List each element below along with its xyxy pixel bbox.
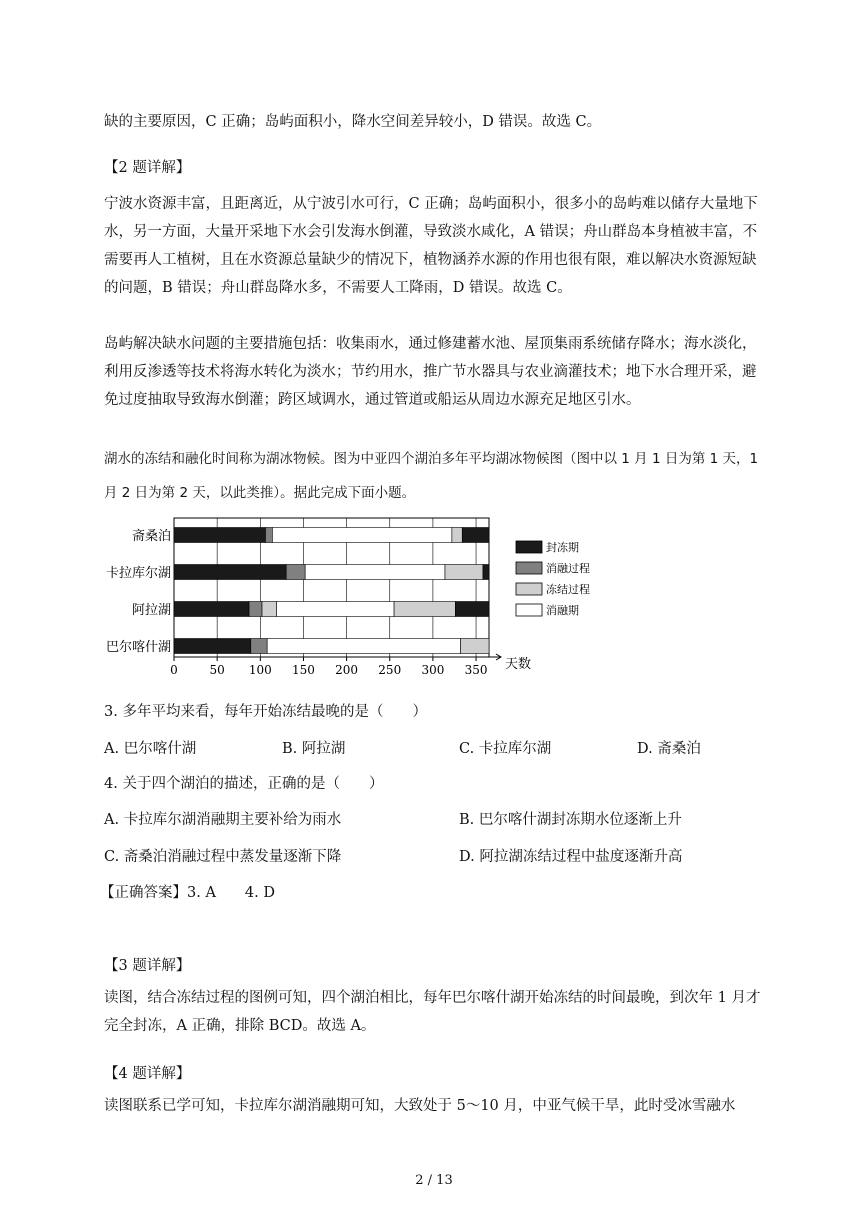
option-4b: B. 巴尔喀什湖封冻期水位逐渐上升	[459, 812, 682, 828]
correct-answer: 【正确答案】3. A 4. D	[100, 885, 275, 901]
bar-segment	[305, 565, 445, 580]
option-3b: B. 阿拉湖	[282, 741, 346, 757]
legend-swatch	[516, 583, 542, 595]
bar-segment	[174, 528, 265, 543]
bar-segment	[483, 565, 489, 580]
paragraph: 岛屿解决缺水问题的主要措施包括：收集雨水，通过修建蓄水池、屋顶集雨系统储存降水；海水淡化，利用反渗透等技术将海水转化为淡水；节约用水，推广节水器具与农业滴灌技术；地下水合理开采，避免过度抽取导致海水倒灌；跨区域调水，通过管道或船运从周边水源充足地区引水。	[104, 336, 757, 408]
bar-segment	[267, 639, 460, 654]
x-axis-label: 天数	[505, 657, 532, 672]
x-tick-label: 300	[421, 663, 445, 677]
paragraph: 宁波水资源丰富，且距离近，从宁波引水可行，C 正确；岛屿面积小，很多小的岛屿难以储存大量地下水，另一方面，大量开采地下水会引发海水倒灌，导致淡水咸化，A 错误；舟山群岛本身植被丰富，不需要再人工植树，且在水资源总量缺少的情况下，植物涵养水源的作用也很有限，难以解决水资源短缺的问题，B 错误；舟山群岛降水多，不需要人工降雨，D 错误。故选 C。	[104, 196, 758, 296]
legend-swatch	[516, 562, 542, 574]
bar-segment	[174, 565, 286, 580]
legend-label: 消融期	[546, 604, 579, 617]
paragraph-line: 缺的主要原因，C 正确；岛屿面积小，降水空间差异较小，D 错误。故选 C。	[104, 114, 602, 130]
x-tick-label: 150	[291, 663, 315, 677]
legend-label: 封冻期	[546, 541, 579, 554]
option-4d: D. 阿拉湖冻结过程中盐度逐渐升高	[459, 849, 683, 865]
lake-ice-phenology-chart	[96, 515, 590, 685]
x-tick-label: 250	[378, 663, 402, 677]
category-label: 卡拉库尔湖	[105, 566, 171, 581]
option-3c: C. 卡拉库尔湖	[459, 741, 552, 757]
bar-segment	[286, 565, 305, 580]
bar-segment	[461, 639, 489, 654]
bar-segment	[262, 602, 277, 617]
category-label: 阿拉湖	[131, 603, 171, 618]
section-heading: 【2 题详解】	[104, 160, 191, 176]
bar-segment	[174, 602, 249, 617]
legend-label: 冻结过程	[546, 583, 590, 596]
option-4a: A. 卡拉库尔湖消融期主要补给为雨水	[104, 812, 342, 828]
legend-swatch	[516, 541, 542, 553]
legend-swatch	[516, 604, 542, 616]
category-label: 斋桑泊	[131, 529, 171, 544]
bar-segment	[272, 528, 452, 543]
x-tick-label: 350	[464, 663, 488, 677]
question-3: 3. 多年平均来看，每年开始冻结最晚的是（ ）	[104, 704, 427, 720]
paragraph: 读图联系已学可知，卡拉库尔湖消融期可知，大致处于 5～10 月，中亚气候干旱，此时受冰雪融水	[104, 1098, 736, 1114]
legend-label: 消融过程	[546, 562, 590, 575]
bar-segment	[455, 602, 489, 617]
x-tick-label: 0	[170, 663, 178, 677]
page-number: 2 / 13	[415, 1173, 453, 1188]
question-4: 4. 关于四个湖泊的描述，正确的是（ ）	[104, 776, 384, 792]
bar-segment	[277, 602, 394, 617]
question-intro: 湖水的冻结和融化时间称为湖冰物候。图为中亚四个湖泊多年平均湖冰物候图（图中以 1 月 1 日为第 1 天，1 月 2 日为第 2 天，以此类推）。据此完成下面小题。	[104, 451, 759, 501]
section-heading: 【4 题详解】	[104, 1066, 191, 1082]
option-3d: D. 斋桑泊	[637, 741, 701, 757]
bar-segment	[265, 528, 272, 543]
bar-segment	[174, 639, 251, 654]
bar-segment	[445, 565, 483, 580]
bar-segment	[394, 602, 455, 617]
bar-segment	[249, 602, 262, 617]
x-tick-label: 100	[248, 663, 272, 677]
section-heading: 【3 题详解】	[104, 958, 191, 974]
option-3a: A. 巴尔喀什湖	[104, 741, 197, 757]
x-axis-arrow	[489, 654, 501, 660]
bar-segment	[462, 528, 489, 543]
paragraph: 读图，结合冻结过程的图例可知，四个湖泊相比，每年巴尔喀什湖开始冻结的时间最晚，到次年 1 月才完全封冻，A 正确，排除 BCD。故选 A。	[104, 990, 761, 1034]
x-tick-label: 200	[335, 663, 359, 677]
x-tick-label: 50	[209, 663, 225, 677]
bar-segment	[251, 639, 267, 654]
option-4c: C. 斋桑泊消融过程中蒸发量逐渐下降	[104, 849, 342, 865]
bar-segment	[452, 528, 462, 543]
category-label: 巴尔喀什湖	[105, 640, 171, 655]
